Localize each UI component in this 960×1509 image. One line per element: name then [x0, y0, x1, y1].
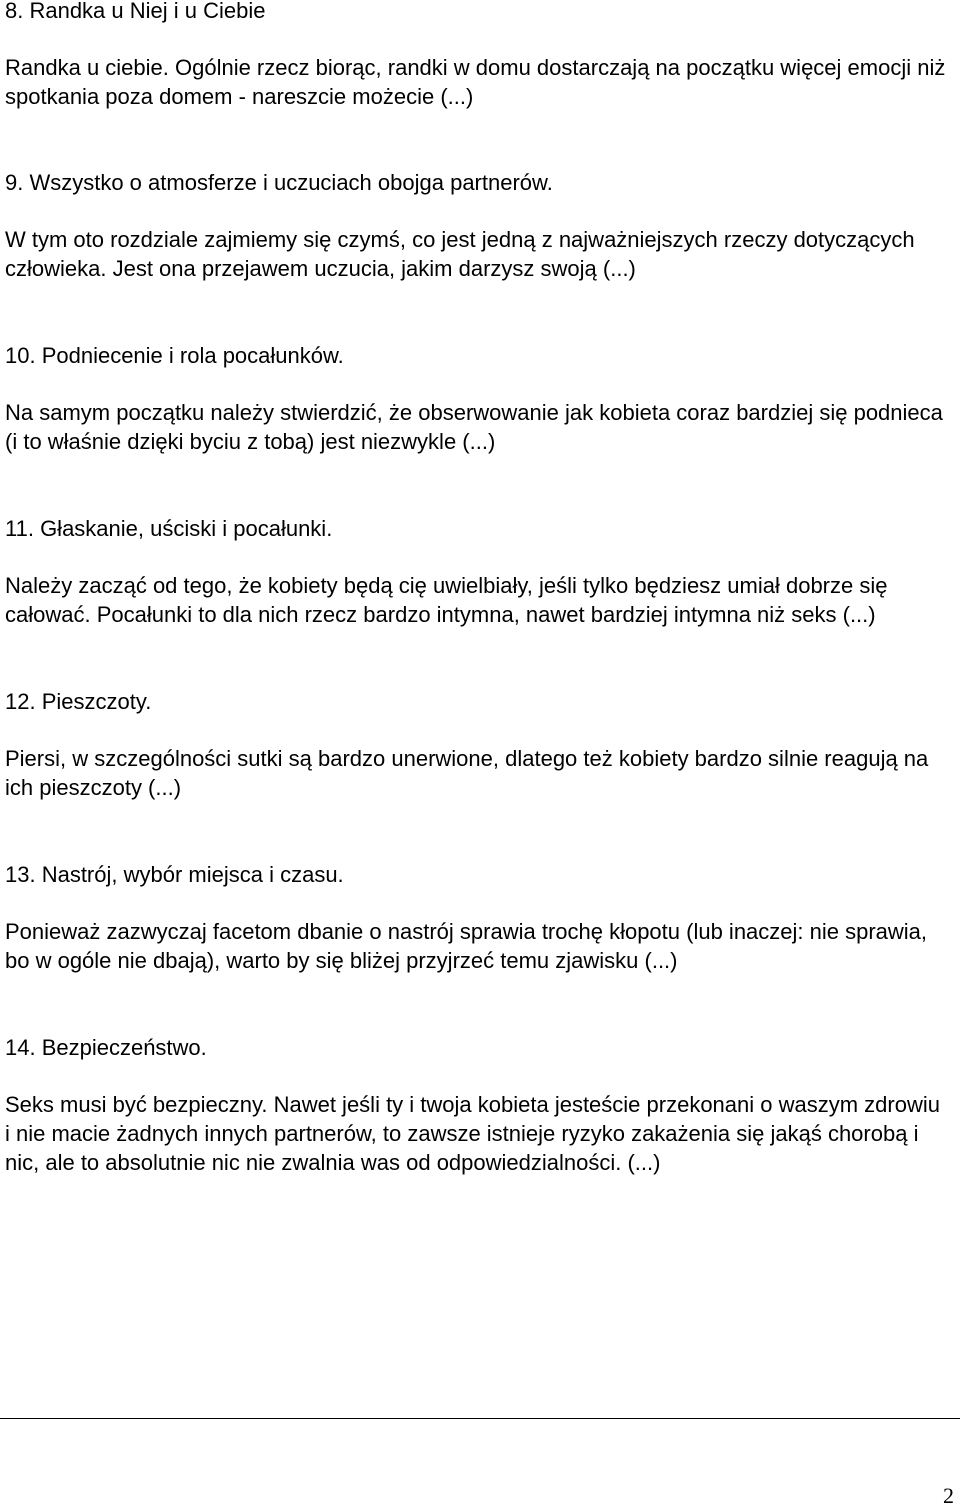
section-heading: 9. Wszystko o atmosferze i uczuciach obojga partnerów.: [5, 170, 553, 195]
footer-rule: [0, 1418, 960, 1419]
section-9: [5, 168, 950, 283]
page-number: 2: [943, 1483, 954, 1508]
section-10: [5, 341, 950, 456]
section-heading: 13. Nastrój, wybór miejsca i czasu.: [5, 862, 344, 887]
section-heading: 12. Pieszczoty.: [5, 689, 152, 714]
section-body: Randka u ciebie. Ogólnie rzecz biorąc, randki w domu dostarczają na początku więcej emocji niż spotkania poza domem - nareszcie możecie (...): [5, 55, 946, 109]
section-13: [5, 860, 950, 975]
section-body: Należy zacząć od tego, że kobiety będą cię uwielbiały, jeśli tylko będziesz umiał dobrze się całować. Pocałunki to dla nich rzecz bardzo intymna, nawet bardziej intymna niż seks (...): [5, 573, 888, 627]
section-heading: 10. Podniecenie i rola pocałunków.: [5, 343, 344, 368]
section-8: [5, 0, 950, 111]
section-11: [5, 514, 950, 629]
section-heading: 14. Bezpieczeństwo.: [5, 1035, 207, 1060]
section-body: W tym oto rozdziale zajmiemy się czymś, co jest jedną z najważniejszych rzeczy dotyczących człowieka. Jest ona przejawem uczucia, jakim darzysz swoją (...): [5, 227, 915, 281]
section-14: [5, 1033, 950, 1177]
section-12: [5, 687, 950, 802]
section-body: Na samym początku należy stwierdzić, że obserwowanie jak kobieta coraz bardziej się podnieca (i to właśnie dzięki byciu z tobą) jest niezwykle (...): [5, 400, 943, 454]
document-page: [5, 0, 950, 1235]
section-heading: 11. Głaskanie, uściski i pocałunki.: [5, 516, 333, 541]
section-body: Piersi, w szczególności sutki są bardzo unerwione, dlatego też kobiety bardzo silnie reagują na ich pieszczoty (...): [5, 746, 929, 800]
section-body: Seks musi być bezpieczny. Nawet jeśli ty i twoja kobieta jesteście przekonani o waszym zdrowiu i nie macie żadnych innych partnerów, to zawsze istnieje ryzyko zakażenia się jakąś chorobą i nic, ale to absolutnie nic nie zwalnia was od odpowiedzialności. (...): [5, 1092, 940, 1175]
section-heading: 8. Randka u Niej i u Ciebie: [5, 0, 266, 23]
section-body: Ponieważ zazwyczaj facetom dbanie o nastrój sprawia trochę kłopotu (lub inaczej: nie sprawia, bo w ogóle nie dbają), warto by się bliżej przyjrzeć temu zjawisku (...): [5, 919, 928, 973]
